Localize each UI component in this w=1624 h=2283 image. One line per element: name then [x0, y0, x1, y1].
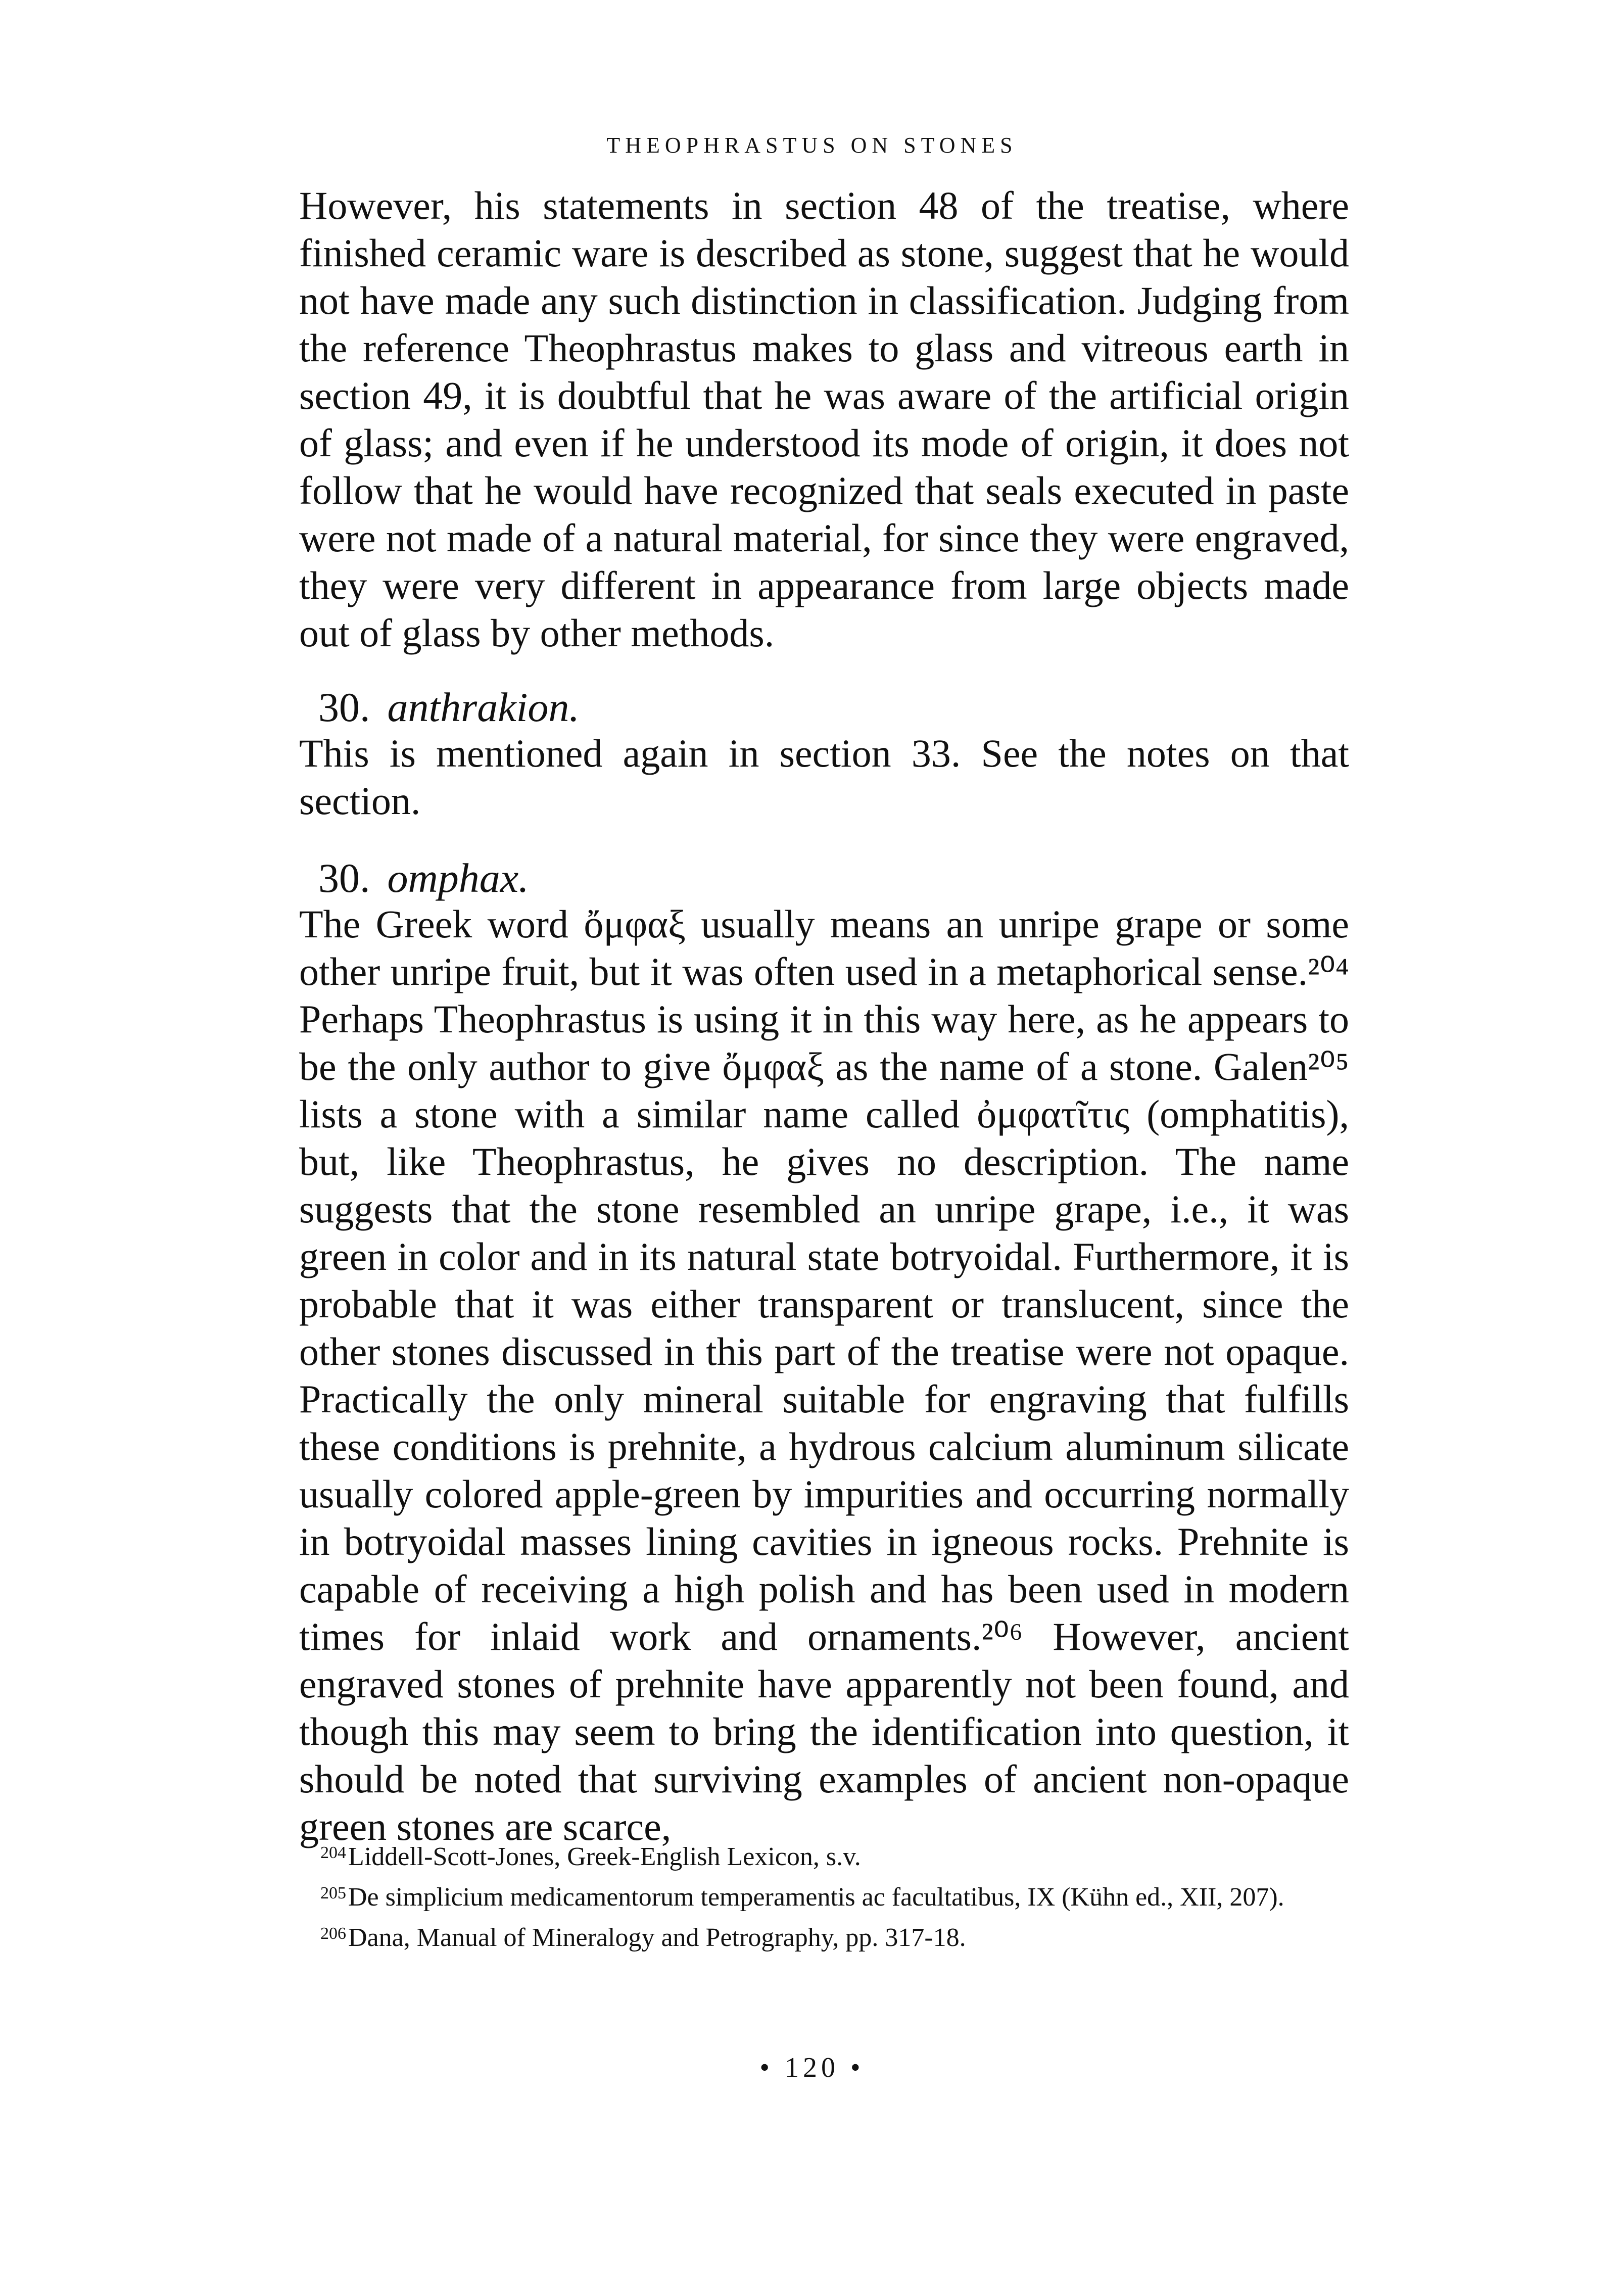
page-number: • 120 • — [759, 2052, 865, 2083]
section-term: anthrakion. — [387, 684, 580, 730]
running-head: THEOPHRASTUS ON STONES — [606, 133, 1018, 158]
paragraph-text: This is mentioned again in section 33. See the notes on that section. — [299, 731, 1349, 823]
footnote-205 — [299, 1877, 1349, 1914]
section-heading-anthrakion — [318, 682, 580, 733]
body-paragraph — [299, 182, 1349, 657]
footnotes — [299, 1837, 1349, 1958]
section-text-anthrakion — [299, 730, 1349, 825]
footnote-text: Liddell-Scott-Jones, Greek-English Lexicon, s.v. — [348, 1842, 861, 1871]
footnote-number: 205 — [320, 1884, 346, 1902]
footnote-206 — [299, 1918, 1349, 1954]
footnote-text: Dana, Manual of Mineralogy and Petrography, pp. 317-18. — [348, 1923, 966, 1952]
footnote-number: 206 — [320, 1924, 346, 1943]
section-heading-omphax — [318, 853, 529, 903]
section-number: 30. — [318, 684, 370, 730]
paragraph-text: However, his statements in section 48 of the treatise, where finished ceramic ware is described as stone, suggest that he would not have made any such distinction in classification. Judging from the reference Theophrastus makes to glass and vitreous earth in section 49, it is doubtful that he was aware of the artificial origin of glass; and even if he understood its mode of origin, it does not follow that he would have recognized that seals executed in paste were not made of a natural material, for since they were engraved, they were very different in appearance from large objects made out of glass by other methods. — [299, 183, 1349, 655]
footnote-text: De simplicium medicamentorum temperamentis ac facultatibus, IX (Kühn ed., XII, 207). — [348, 1883, 1284, 1912]
paragraph-text: The Greek word ὄμφαξ usually means an unripe grape or some other unripe fruit, but it was often used in a metaphorical sense.²⁰⁴ Perhaps Theophrastus is using it in this way here, as he appears to be the only author to give ὄμφαξ as the name of a stone. Galen²⁰⁵ lists a stone with a similar name called ὀμφατῖτις (omphatitis), but, like Theophrastus, he gives no description. The name suggests that the stone resembled an unripe grape, i.e., it was green in color and in its natural state botryoidal. Furthermore, it is probable that it was either transparent or translucent, since the other stones discussed in this part of the treatise were not opaque. Practically the only mineral suitable for engraving that fulfills these conditions is prehnite, a hydrous calcium aluminum silicate usually colored apple-green by impurities and occurring normally in botryoidal masses lining cavities in igneous rocks. Prehnite is capable of receiving a high polish and has been used in modern times for inlaid work and ornaments.²⁰⁶ However, ancient engraved stones of prehnite have apparently not been found, and though this may seem to bring the identification into question, it should be noted that surviving examples of ancient non-opaque green stones are scarce, — [299, 902, 1349, 1848]
footnote-number: 204 — [320, 1843, 346, 1862]
section-number: 30. — [318, 855, 370, 901]
section-term: omphax. — [387, 855, 529, 901]
section-text-omphax — [299, 900, 1349, 1850]
footnote-204 — [299, 1837, 1349, 1873]
